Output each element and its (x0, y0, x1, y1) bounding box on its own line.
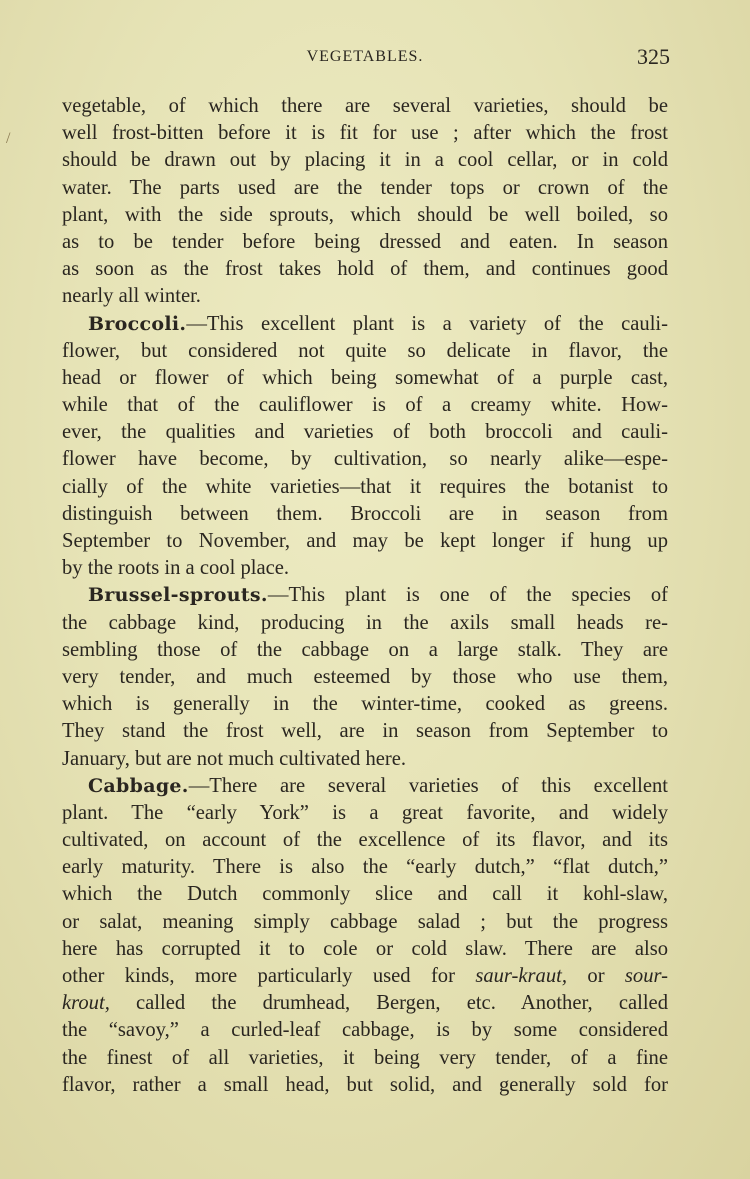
text-segment: or (567, 965, 625, 987)
entry-first-line (62, 311, 668, 338)
text-line: or salat, meaning simply cabbage salad ; but the progress (62, 910, 668, 933)
text-line: They stand the frost well, are in season from September to (62, 720, 668, 743)
text-line: early maturity. There is also the “early dutch,” “flat dutch,” (62, 856, 668, 879)
text-segment: other kinds, more particularly used for (62, 965, 476, 987)
text-line: cultivated, on account of the excellence of its flavor, and its (62, 829, 668, 852)
text-line: distinguish between them. Broccoli are in season from (62, 502, 668, 525)
body-text (62, 93, 668, 1099)
entry-first-line-text: —This excellent plant is a variety of the cauli- (186, 312, 668, 335)
entry-first-line (62, 582, 668, 609)
text-line (62, 963, 668, 990)
text-line: here has corrupted it to cole or cold slaw. There are also (62, 937, 668, 960)
text-line: as to be tender before being dressed and eaten. In season (62, 230, 668, 253)
running-head: VEGETABLES. (306, 48, 424, 65)
text-line: the finest of all varieties, it being very tender, of a fine (62, 1046, 668, 1069)
text-line: which the Dutch commonly slice and call it kohl-slaw, (62, 883, 668, 906)
entry-heading-cabbage: Cabbage. (88, 774, 189, 797)
italic-term-krout: krout, (62, 992, 110, 1015)
text-line: cially of the white varieties—that it requires the botanist to (62, 475, 668, 498)
text-line: as soon as the frost takes hold of them, and continues good (62, 258, 668, 281)
text-line: plant, with the side sprouts, which should be well boiled, so (62, 203, 668, 226)
page-number: 325 (637, 44, 670, 69)
text-line: ever, the qualities and varieties of both broccoli and cauli- (62, 421, 668, 444)
text-line: water. The parts used are the tender tops or crown of the (62, 176, 668, 199)
page-header (60, 42, 670, 72)
entry-heading-brussel-sprouts: Brussel-sprouts. (88, 584, 268, 607)
italic-term-sour: sour- (624, 965, 668, 987)
margin-pencil-mark: / (6, 130, 11, 147)
text-line (62, 990, 668, 1017)
entry-heading-broccoli: Broccoli. (88, 312, 187, 335)
text-line: September to November, and may be kept longer if hung up (62, 530, 668, 552)
entry-first-line-text: —There are several varieties of this excellent (188, 774, 668, 797)
text-line: which is generally in the winter-time, cooked as greens. (62, 693, 668, 716)
text-line: the cabbage kind, producing in the axils small heads re- (62, 611, 668, 634)
text-line: flower, but considered not quite so delicate in flavor, the (62, 339, 668, 362)
text-line: by the roots in a cool place. (62, 557, 290, 580)
text-line: plant. The “early York” is a great favorite, and widely (62, 801, 668, 824)
text-line: head or flower of which being somewhat of a purple cast, (62, 366, 668, 389)
text-line: while that of the cauliflower is of a creamy white. How- (62, 394, 668, 417)
text-line: nearly all winter. (62, 285, 201, 308)
text-line: January, but are not much cultivated here. (62, 747, 407, 770)
text-line: flower have become, by cultivation, so nearly alike—espe- (62, 448, 668, 471)
entry-first-line-text: —This plant is one of the species of (267, 584, 668, 607)
text-line: very tender, and much esteemed by those who use them, (62, 665, 668, 688)
text-line: flavor, rather a small head, but solid, and generally sold for (62, 1073, 668, 1096)
text-line: the “savoy,” a curled-leaf cabbage, is by some considered (62, 1019, 668, 1042)
entry-first-line (62, 773, 668, 800)
text-segment: called the drumhead, Bergen, etc. Another, called (109, 992, 668, 1015)
italic-term-saur-kraut: saur-kraut, (475, 965, 568, 987)
text-line: sembling those of the cabbage on a large stalk. They are (62, 638, 668, 661)
text-line: should be drawn out by placing it in a cool cellar, or in cold (62, 149, 668, 172)
text-line: well frost-bitten before it is fit for use ; after which the frost (62, 122, 668, 145)
text-line: vegetable, of which there are several varieties, should be (62, 95, 668, 117)
